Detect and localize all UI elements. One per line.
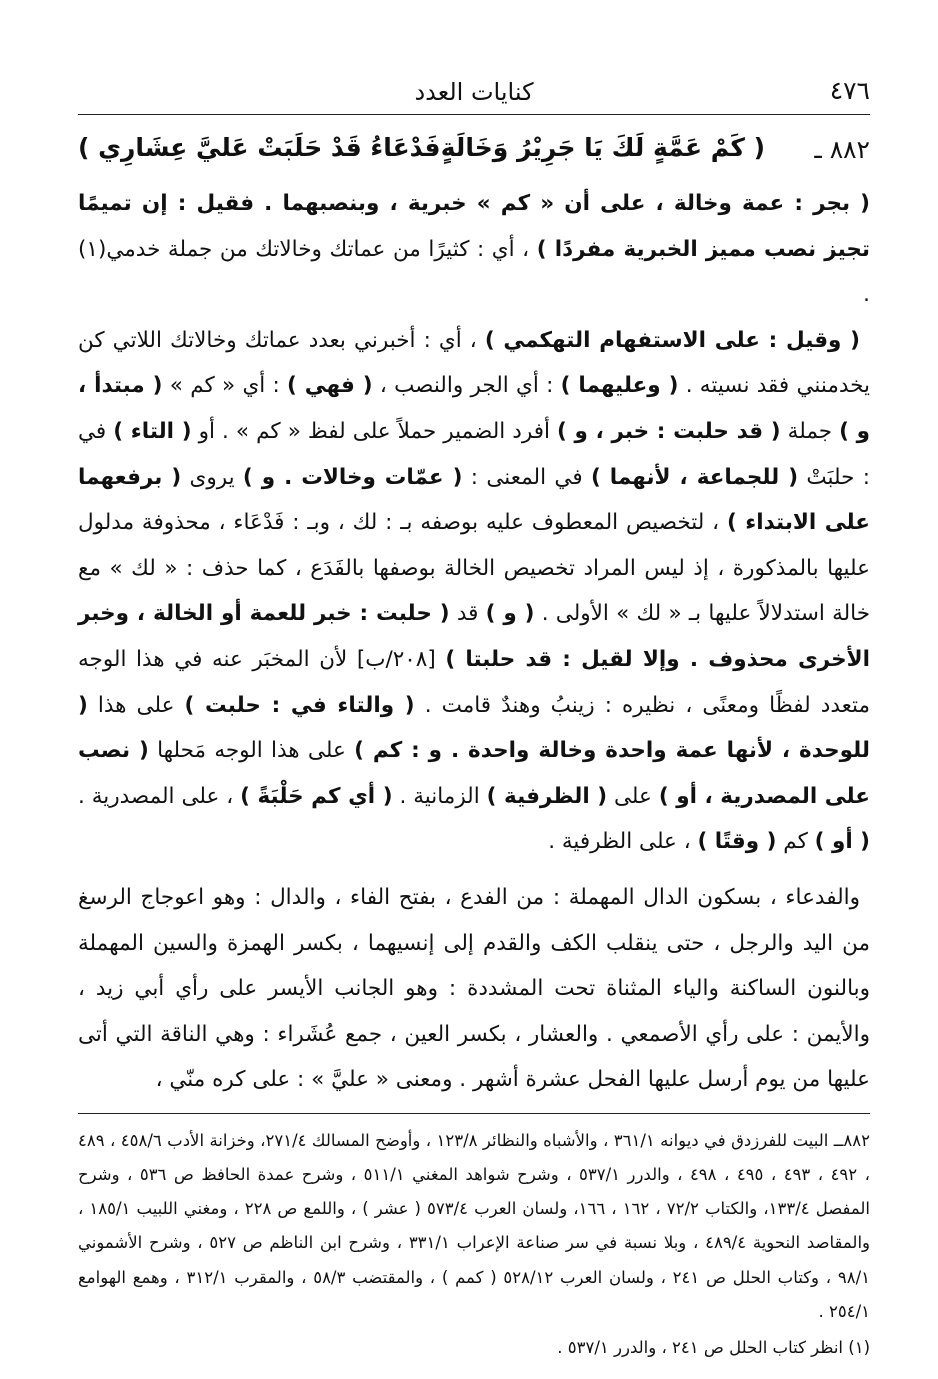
bold-phrase: ( فهي ) <box>287 373 373 399</box>
text-run: الزمانية . <box>392 783 487 809</box>
commentary-paragraph <box>78 875 870 1103</box>
text-run: ، أي : كثيرًا من عماتك وخالاتك من جملة خدمي <box>106 236 537 262</box>
text-run: قد <box>449 601 486 627</box>
commentary-paragraph <box>78 181 870 318</box>
bold-phrase: ( قد حلبت : خبر ، و ) <box>557 418 781 444</box>
verse-first-hemistich: ( كَمْ عَمَّةٍ لَكَ يَا جَرِيْرُ وَخَالَةٍ <box>440 133 765 162</box>
bold-phrase: ( وقتًا ) <box>697 829 777 855</box>
bold-phrase: ( الظرفية ) <box>486 783 608 809</box>
text-run: يروى <box>181 464 243 490</box>
bold-phrase: ( للجماعة ، لأنهما ) <box>590 464 799 490</box>
text-run: ، لتخصيص المعطوف عليه بوصفه بـ : لك ، وبـ : فَدْعَاء ، محذوفة مدلول عليها بالمذكورة ، إذ ليس المراد تخصيص الخالة بوصفها بالفَدَع ، كما حذف : « لك » مع خالة استدلالاً عليها بـ « لك » الأولى . <box>78 510 871 627</box>
commentary-paragraph <box>78 318 870 865</box>
text-run: كم <box>776 829 815 855</box>
text-run: . <box>863 282 870 308</box>
verse-source-note: ٨٨٢ــ البيت للفرزدق في ديوانه ٣٦١/١ ، والأشباه والنظائر ١٢٣/٨ ، وأوضح المسالك ٢٧١/٤، وخزانة الأدب ٤٥٨/٦ ، ٤٨٩ ، ٤٩٢ ، ٤٩٣ ، ٤٩٥ ، ٤٩٨ ، والدرر ٥٣٧/١ ، وشرح شواهد المغني ٥١١/١ ، وشرح عمدة الحافظ ص ٥٣٦ ، وشرح المفصل ١٣٣/٤، والكتاب ٧٢/٢ ، ١٦٢ ، ١٦٦، ولسان العرب ٥٧٣/٤ ( عشر ) ، واللمع ص ٢٢٨ ، ومغني اللبيب ١٨٥/١ ، والمقاصد النحوية ٤٨٩/٤ ، وبلا نسبة في سر صناعة الإعراب ٣٣١/١ ، وشرح ابن الناظم ص ٥٢٧ ، وشرح الأشموني ٩٨/١ ، وكتاب الحلل ص ٢٤١ ، ولسان العرب ٥٢٨/١٢ ( كمم ) ، والمقتضب ٥٨/٣ ، والمقرب ٣١٢/١ ، وهمع الهوامع ٢٥٤/١ . <box>78 1130 871 1321</box>
bold-phrase: ( وقيل : على الاستفهام التهكمي ) <box>484 327 860 353</box>
commentary-text <box>78 181 870 1103</box>
bold-phrase: ( عمّات وخالات . و ) <box>242 464 463 490</box>
footnote-1: (١) انظر كتاب الحلل ص ٢٤١ ، والدرر ٥٣٧/١ . <box>557 1338 870 1358</box>
verse-second-hemistich: فَدْعَاءُ قَدْ حَلَبَتْ عَليَّ عِشَارِي ) <box>78 133 441 162</box>
text-run: جملة <box>780 418 840 444</box>
bold-phrase: ( و ) <box>485 601 535 627</box>
text-run: ، أي : أخبرني بعدد عماتك وخالاتك اللاتي كن يخدمنني فقد نسيته . <box>78 327 871 399</box>
text-run: أفرد الضمير حملاً على لفظ « كم » . أو <box>191 418 558 444</box>
text-run: : أي « كم » <box>162 373 288 399</box>
verse-number: ٨٨٢ ـ <box>814 135 870 164</box>
running-title: كنايات العدد <box>414 78 534 106</box>
page-header <box>78 72 870 115</box>
text-run: على هذا الوجه مَحلها <box>148 738 355 764</box>
page-number: ٤٧٦ <box>829 76 870 105</box>
text-run: في : حلبَتْ <box>78 418 871 490</box>
bold-phrase: ( التاء ) <box>113 418 192 444</box>
footnote-divider <box>78 1113 870 1114</box>
book-page <box>78 72 870 1365</box>
bold-phrase: ( نصب على المصدرية ، أو ) <box>78 738 870 809</box>
poetry-verse <box>78 129 870 181</box>
text-run: على <box>607 783 659 809</box>
text-run: : أي الجر والنصب ، <box>372 373 561 399</box>
text-run: والفدعاء ، بسكون الدال المهملة : من الفدع ، بفتح الفاء ، والدال : وهو اعوجاج الرسغ من اليد والرجل ، حتى ينقلب الكف والقدم إلى إنسيهما ، بكسر الهمزة والسين المهملة وبالنون الساكنة والياء المثناة تحت المشددة : وهو الجانب الأيسر على رأي أبي زيد ، والأيمن : على رأي الأصمعي . والعشار ، بكسر العين ، جمع عُشَراء : وهي الناقة التي أتى عليها من يوم أرسل عليها الفحل عشرة أشهر . ومعنى « عليَّ » : على كره منّي ، <box>78 884 870 1093</box>
text-run: ، على الظرفية . <box>548 829 698 855</box>
text-run: على هذا <box>87 692 185 718</box>
text-run: ، على المصدرية . <box>78 783 241 809</box>
bold-phrase: ( حلبت : خبر للعمة أو الخالة ، وخبر الأخرى محذوف . وإلا لقيل : قد حلبتا ) <box>78 601 870 672</box>
bold-phrase: ( أو ) <box>814 829 870 855</box>
bold-phrase: ( للوحدة ، لأنها عمة واحدة وخالة واحدة . و : كم ) <box>78 692 870 764</box>
footnotes <box>78 1124 870 1365</box>
text-run: [٢٠٨/ب] لأن المخبَر عنه في هذا الوجه متعدد لفظًا ومعنًى ، نظيره : زينبُ وهندٌ قامت . <box>78 646 870 718</box>
bold-phrase: ( بجر : عمة وخالة ، على أن « كم » خبرية ، وبنصبهما . فقيل : إن تميمًا تجيز نصب مميز الخبرية مفردًا ) <box>78 191 870 262</box>
text-run: في المعنى : <box>462 464 591 490</box>
bold-phrase: ( وعليهما ) <box>560 373 679 399</box>
bold-phrase: ( برفعهما على الابتداء ) <box>78 464 870 536</box>
bold-phrase: ( مبتدأ ، و ) <box>78 373 870 444</box>
bold-phrase: ( أي كم حَلْبَةً ) <box>240 783 393 809</box>
text-run: (١) <box>78 236 107 262</box>
bold-phrase: ( والتاء في : حلبت ) <box>184 692 415 718</box>
